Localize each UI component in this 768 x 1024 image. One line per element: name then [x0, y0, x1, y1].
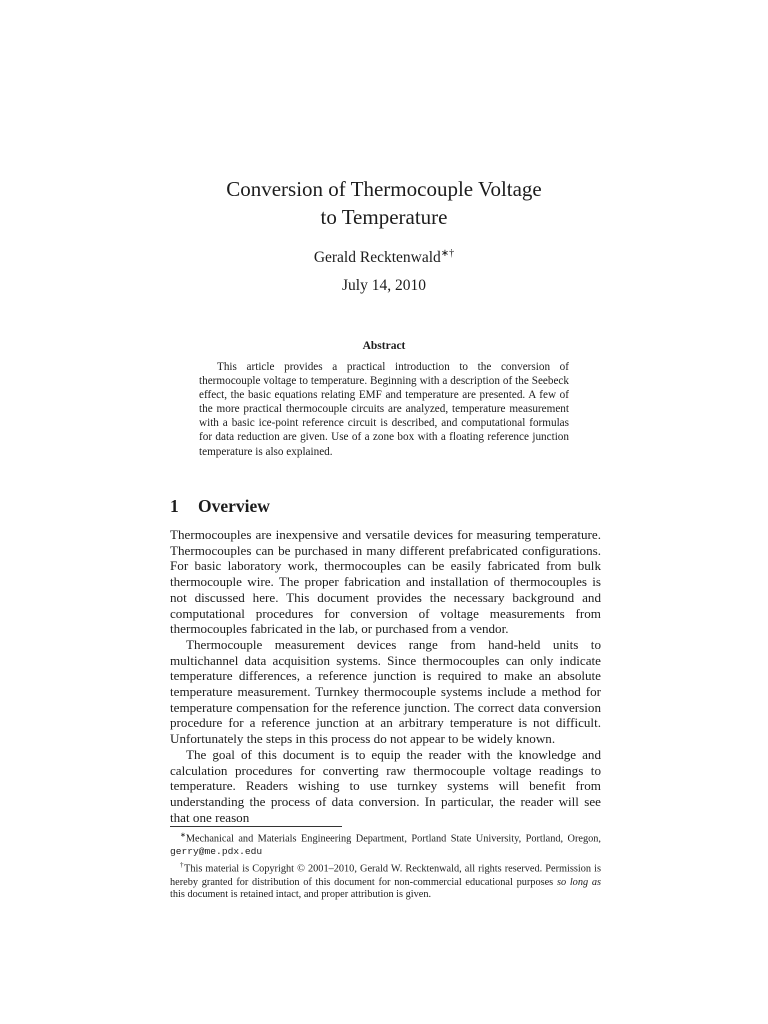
footnote-2-text-b: this document is retained intact, and proper attribution is given.	[170, 889, 432, 901]
footnote-1-mark: ∗	[180, 831, 186, 839]
footnote-2-italic: so long as	[556, 876, 601, 888]
abstract-text: This article provides a practical introduction to the conversion of thermocouple voltage to temperature. Beginning with a description of the Seebeck effect, the basic equations relating EMF and temperature are presented. A few of the more practical thermocouple circuits are analyzed, temperature measurement with a basic ice-point reference circuit is described, and computational formulas for data reduction are given. Use of a zone box with a floating reference junction temperature is also explained.	[199, 361, 569, 458]
author-line	[0, 244, 768, 268]
paragraph-2: Thermocouple measurement devices range from hand-held units to multichannel data acquisition systems. Since thermocouples can only indicate temperature differences, a reference junction is required to make an absolute temperature measurement. Turnkey thermocouple systems include a method for temperature compensation for the reference junction. The correct data conversion procedure for a reference junction at an arbitrary temperature is not difficult. Unfortunately the steps in this process do not appear to be widely known.	[170, 636, 601, 747]
footnotes	[170, 829, 601, 902]
paragraph-1: Thermocouples are inexpensive and versatile devices for measuring temperature. Thermocouples can be purchased in many different prefabricated configurations. For basic laboratory work, thermocouples can be easily fabricated from bulk thermocouple wire. The proper fabrication and installation of thermocouples is not discussed here. This document provides the necessary background and computational procedures for conversion of voltage measurements from thermocouples fabricated in the lab, or purchased from a vendor.	[170, 527, 601, 637]
author-email: gerry@me.pdx.edu	[170, 846, 263, 858]
author-name: Gerald Recktenwald	[313, 249, 441, 267]
footnote-divider	[170, 826, 342, 827]
title-line-2: to Temperature	[320, 205, 448, 229]
section-body	[170, 527, 601, 825]
paragraph-3: The goal of this document is to equip the reader with the knowledge and calculation procedures for converting raw thermocouple voltage readings to temperature. Readers wishing to use turnkey systems will benefit from understanding the process of data conversion. In particular, the reader will see that one reason	[170, 746, 601, 825]
footnote-2-text-a: This material is Copyright © 2001–2010, Gerald W. Recktenwald, all rights reserved. Permission is hereby granted for distribution of this document for non-commercial educational purposes	[170, 863, 602, 888]
paper-title	[0, 175, 768, 231]
section-heading	[170, 495, 270, 517]
publication-date: July 14, 2010	[342, 277, 426, 294]
author-footnote-marks: ∗†	[440, 248, 455, 259]
footnote-1	[170, 829, 601, 859]
section-title: Overview	[198, 496, 270, 516]
section-number: 1	[170, 496, 179, 516]
footnote-2	[170, 859, 601, 902]
footnote-1-text: Mechanical and Materials Engineering Department, Portland State University, Portland, Oregon,	[185, 833, 601, 845]
abstract-heading: Abstract	[362, 340, 406, 352]
footnote-2-mark: †	[180, 861, 185, 870]
title-line-1: Conversion of Thermocouple Voltage	[226, 177, 542, 201]
